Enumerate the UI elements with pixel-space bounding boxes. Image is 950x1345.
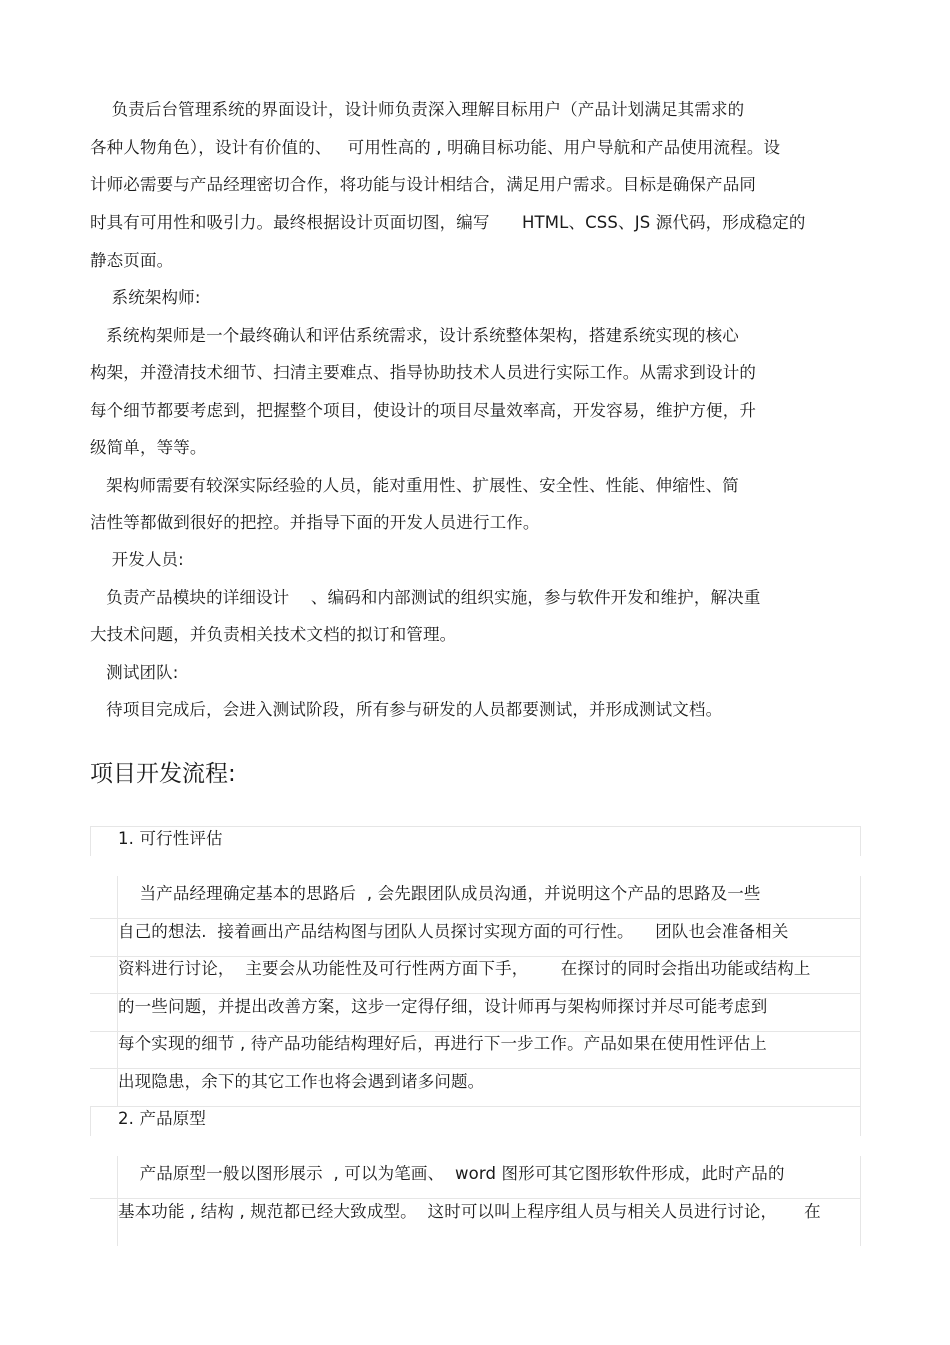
- intro-line: 计师必需要与产品经理密切合作，将功能与设计相结合，满足用户需求。目标是确保产品同: [90, 175, 756, 194]
- table-rule: [90, 1106, 91, 1136]
- intro-line: 静态页面。: [90, 251, 174, 270]
- architect-line: 洁性等都做到很好的把控。并指导下面的开发人员进行工作。: [90, 513, 540, 532]
- architect-line: 系统构架师是一个最终确认和评估系统需求，设计系统整体架构，搭建系统实现的核心: [90, 326, 739, 345]
- process-title: 项目开发流程:: [90, 761, 236, 787]
- testing-heading: 测试团队:: [90, 663, 179, 682]
- intro-line: 各种人物角色），设计有价值的、 可用性高的 , 明确目标功能、用户导航和产品使用流程。设: [90, 138, 781, 157]
- table-rule: [860, 1106, 861, 1136]
- step-1-label: 1. 可行性评估: [118, 829, 223, 848]
- architect-line: 每个细节都要考虑到，把握整个项目，使设计的项目尽量效率高，开发容易，维护方便，升: [90, 401, 756, 420]
- architect-line: 级简单，等等。: [90, 438, 207, 457]
- table-rule: [860, 876, 861, 1106]
- testing-line: 待项目完成后，会进入测试阶段，所有参与研发的人员都要测试，并形成测试文档。: [90, 700, 723, 719]
- step-2-label: 2. 产品原型: [118, 1109, 207, 1128]
- table-rule: [90, 918, 861, 919]
- step-1-line: 每个实现的细节 , 待产品功能结构理好后，再进行下一步工作。产品如果在使用性评估上: [118, 1034, 767, 1053]
- step-1-line: 的一些问题，并提出改善方案，这步一定得仔细，设计师再与架构师探讨并尽可能考虑到: [118, 997, 768, 1016]
- step-1-line: 出现隐患，余下的其它工作也将会遇到诸多问题。: [118, 1072, 485, 1091]
- architect-line: 构架，并澄清技术细节、扫清主要难点、指导协助技术人员进行实际工作。从需求到设计的: [90, 363, 756, 382]
- intro-line: 负责后台管理系统的界面设计，设计师负责深入理解目标用户（产品计划满足其需求的: [90, 100, 745, 119]
- process-table: [90, 826, 861, 1246]
- table-rule: [90, 826, 91, 856]
- architect-heading: 系统架构师:: [90, 288, 201, 307]
- intro-line: 时具有可用性和吸引力。最终根据设计页面切图，编写 HTML、CSS、JS 源代码，形成稳定的: [90, 213, 806, 232]
- table-rule: [90, 1198, 861, 1199]
- step-1-line: 自己的想法. 接着画出产品结构图与团队人员探讨实现方面的可行性。 团队也会准备相关: [118, 922, 789, 941]
- developer-line: 大技术问题，并负责相关技术文档的拟订和管理。: [90, 625, 457, 644]
- step-2-line: 基本功能 , 结构 , 规范都已经大致成型。 这时可以叫上程序组人员与相关人员进行讨论， 在: [118, 1202, 821, 1221]
- table-rule: [860, 826, 861, 856]
- step-1-line: 当产品经理确定基本的思路后 , 会先跟团队成员沟通，并说明这个产品的思路及一些: [118, 884, 761, 903]
- table-rule: [90, 993, 861, 994]
- table-rule: [90, 1068, 861, 1069]
- table-rule: [860, 1156, 861, 1246]
- developer-heading: 开发人员:: [90, 550, 184, 569]
- developer-line: 负责产品模块的详细设计 、编码和内部测试的组织实施，参与软件开发和维护，解决重: [90, 588, 761, 607]
- architect-line: 架构师需要有较深实际经验的人员，能对重用性、扩展性、安全性、性能、伸缩性、简: [90, 476, 739, 495]
- step-2-line: 产品原型一般以图形展示 , 可以为笔画、 word 图形可其它图形软件形成，此时产品的: [118, 1164, 785, 1183]
- step-1-line: 资料进行讨论， 主要会从功能性及可行性两方面下手， 在探讨的同时会指出功能或结构上: [118, 959, 811, 978]
